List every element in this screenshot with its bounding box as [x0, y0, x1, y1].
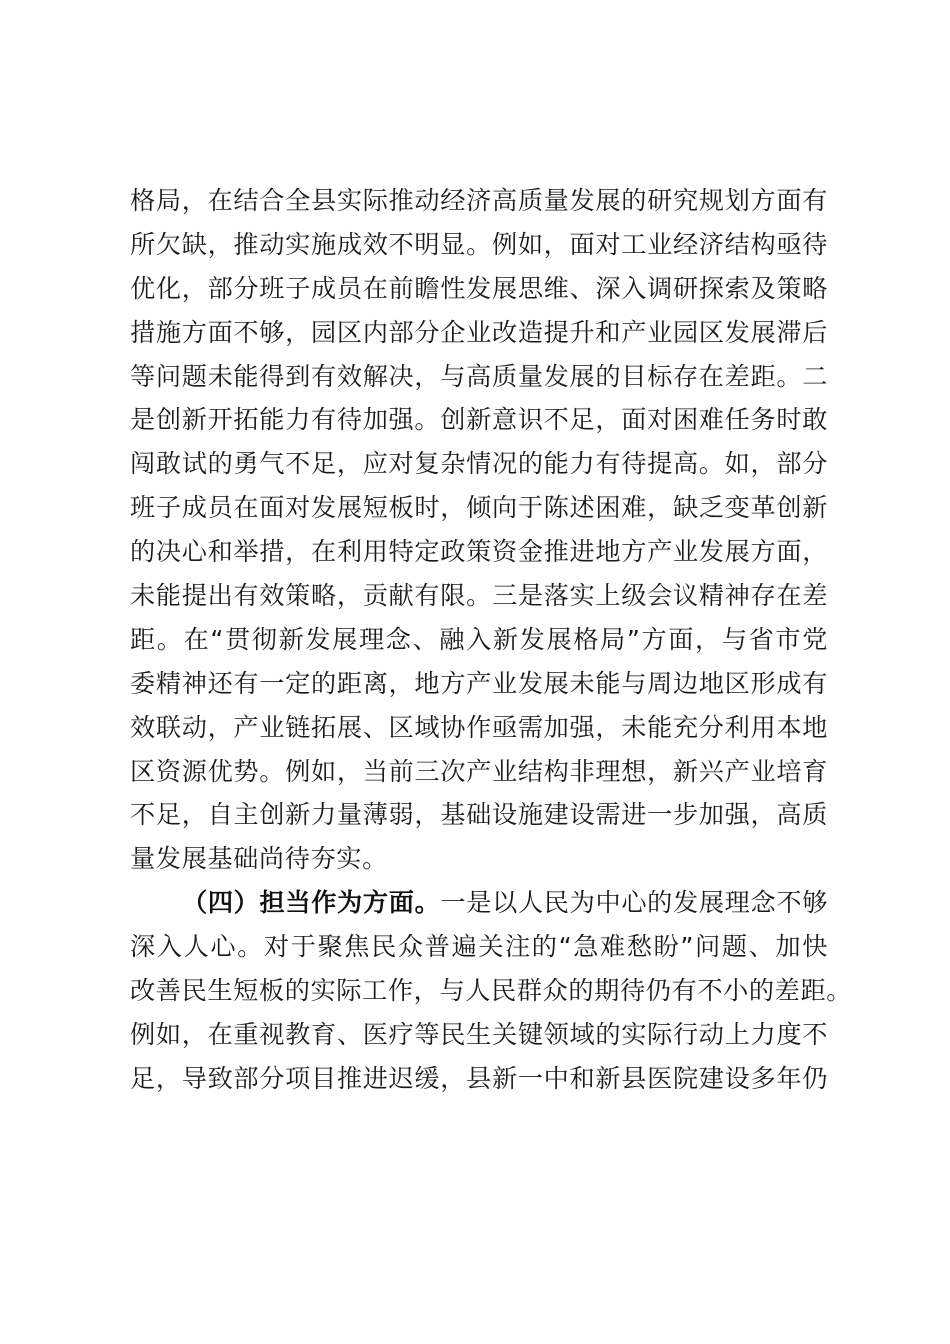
text-line: 例如，在重视教育、医疗等民生关键领域的实际行动上力度不: [130, 1019, 828, 1049]
document-body: [130, 179, 853, 1101]
text-line: 量发展基础尚待夯实。: [130, 844, 388, 874]
text-line: 未能提出有效策略，贡献有限。三是落实上级会议精神存在差: [130, 581, 828, 611]
text-line: 等问题未能得到有效解决，与高质量发展的目标存在差距。二: [130, 361, 828, 391]
text-line: 措施方面不够，园区内部分企业改造提升和产业园区发展滞后: [130, 317, 828, 347]
text-line: 格局，在结合全县实际推动经济高质量发展的研究规划方面有: [130, 186, 828, 215]
section-heading: （四）担当作为方面。: [182, 887, 441, 918]
text-line: 委精神还有一定的距离，地方产业发展未能与周边地区形成有: [130, 668, 828, 698]
text-line: 所欠缺，推动实施成效不明显。例如，面对工业经济结构亟待: [130, 229, 828, 259]
text-line: 改善民生短板的实际工作，与人民群众的期待仍有不小的差距。: [130, 976, 853, 1006]
text-line: 不足，自主创新力量薄弱，基础设施建设需进一步加强，高质: [130, 800, 828, 830]
text-line: 区资源优势。例如，当前三次产业结构非理想，新兴产业培育: [130, 756, 828, 786]
section-first-line: [130, 881, 828, 925]
text-line: 效联动，产业链拓展、区域协作亟需加强，未能充分利用本地: [130, 712, 828, 742]
text-line: 优化，部分班子成员在前瞻性发展思维、深入调研探索及策略: [130, 273, 828, 303]
text-line: 深入人心。对于聚焦民众普遍关注的“急难愁盼”问题、加快: [130, 932, 828, 962]
text-line: 是创新开拓能力有待加强。创新意识不足，面对困难任务时敢: [130, 405, 828, 435]
text-line: 班子成员在面对发展短板时，倾向于陈述困难，缺乏变革创新: [130, 493, 828, 523]
text-line: 闯敢试的勇气不足，应对复杂情况的能力有待提高。如，部分: [130, 449, 828, 479]
text-line: 距。在“贯彻新发展理念、融入新发展格局”方面，与省市党: [130, 624, 828, 654]
text-run: 一是以人民为中心的发展理念不够: [440, 888, 828, 918]
paragraph-section-four: [130, 881, 853, 1100]
paragraph-continuation: [130, 179, 828, 881]
text-line: 的决心和举措，在利用特定政策资金推进地方产业发展方面，: [130, 537, 828, 567]
text-line: 足，导致部分项目推进迟缓，县新一中和新县医院建设多年仍: [130, 1063, 828, 1093]
